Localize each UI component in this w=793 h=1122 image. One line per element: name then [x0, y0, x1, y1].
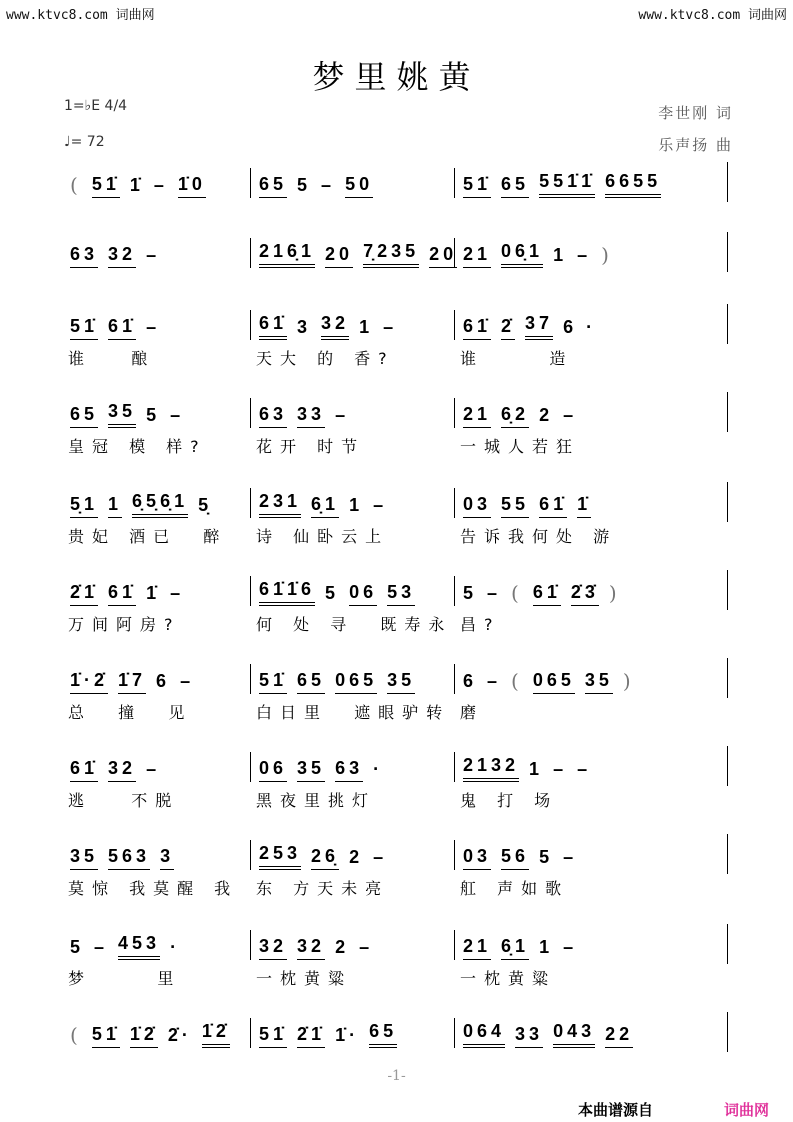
note-group: 35 — [387, 669, 415, 694]
note-group: – — [577, 245, 592, 265]
measure — [250, 1018, 454, 1048]
note-group: 1̇·2̇ — [70, 669, 108, 694]
barline — [727, 232, 728, 272]
note-group: 33 — [515, 1023, 543, 1048]
lyric-text: 谁 酿 — [68, 349, 156, 368]
measure — [250, 840, 454, 870]
note-group: 563 — [108, 845, 150, 870]
note-group: 65 — [70, 403, 98, 428]
note-group: 2132 — [463, 754, 519, 782]
note-group: 6̣1 — [501, 935, 529, 960]
measure — [454, 840, 728, 870]
lyrics-line — [62, 524, 728, 546]
note-group: 3 — [297, 317, 312, 337]
note-group: – — [335, 405, 350, 425]
lyricist-credit: 李世刚 词 — [658, 104, 733, 122]
measure — [62, 398, 250, 428]
score-row — [62, 1018, 728, 1048]
note-group: – — [373, 847, 388, 867]
note-group: 20 — [429, 243, 457, 268]
note-group: 26̣ — [311, 845, 339, 870]
note-group: 35 — [297, 757, 325, 782]
lyric-text: 天大 的 香? — [256, 349, 395, 368]
note-group: 2 — [349, 847, 364, 867]
note-group: · — [373, 759, 384, 779]
note-group: – — [563, 405, 578, 425]
note-group: 043 — [553, 1020, 595, 1048]
measure — [62, 840, 250, 870]
lyric-text: 花开 时节 — [256, 437, 366, 456]
score-row — [62, 576, 728, 606]
note-group: – — [94, 937, 109, 957]
note-group: 56 — [501, 845, 529, 870]
note-group: 53 — [387, 581, 415, 606]
note-group: 06̣1 — [501, 240, 543, 268]
note-group: – — [577, 759, 592, 779]
note-group: – — [359, 937, 374, 957]
note-group: 65 — [259, 173, 287, 198]
repeat-parenthesis: ) — [601, 243, 613, 267]
watermark-right: www.ktvc8.com 词曲网 — [638, 8, 787, 23]
note-group: 06 — [259, 757, 287, 782]
note-group: 1̇2̇ — [202, 1020, 230, 1048]
measure — [454, 398, 728, 428]
score-row — [62, 930, 728, 960]
barline — [727, 304, 728, 344]
note-group: 51̇ — [92, 1023, 120, 1048]
note-group: 1 — [529, 759, 544, 779]
note-group: – — [153, 175, 168, 195]
note-group: 21 — [463, 935, 491, 960]
note-group: 5 — [463, 583, 478, 603]
note-group: 33 — [297, 403, 325, 428]
note-group: 1 — [349, 495, 364, 515]
score-row — [62, 752, 728, 782]
note-group: 6̣1 — [311, 493, 339, 518]
note-group: 1 — [553, 245, 568, 265]
note-group: 32 — [108, 243, 136, 268]
note-group: 35 — [108, 400, 136, 428]
measure — [250, 664, 454, 694]
barline — [727, 924, 728, 964]
note-group: 5̣1 — [70, 493, 98, 518]
note-group: 2̇ — [501, 315, 515, 340]
note-group: 1̇ — [577, 493, 591, 518]
note-group: 5 — [297, 175, 312, 195]
composer-credit: 乐声扬 曲 — [658, 136, 733, 154]
measure — [250, 576, 454, 606]
lyric-text: 诗 仙卧云上 — [256, 527, 390, 546]
measure — [454, 1018, 728, 1048]
note-group: – — [373, 495, 388, 515]
note-group: 03 — [463, 493, 491, 518]
note-group: – — [563, 847, 578, 867]
note-group: 63 — [259, 403, 287, 428]
repeat-parenthesis: ( — [70, 1023, 82, 1047]
measure — [250, 488, 454, 518]
note-group: 1 — [539, 937, 554, 957]
note-group: 6̣5̣6̣1 — [132, 490, 188, 518]
barline — [727, 1012, 728, 1052]
repeat-parenthesis: ( — [511, 581, 523, 605]
note-group: 63 — [335, 757, 363, 782]
note-group: 32 — [321, 312, 349, 340]
barline — [727, 746, 728, 786]
lyric-text: 白日里 遮眼驴转 — [256, 703, 451, 722]
note-group: 6655 — [605, 170, 661, 198]
note-group: 61̇ — [70, 757, 98, 782]
note-group: 2̇1̇ — [70, 581, 98, 606]
barline — [727, 392, 728, 432]
repeat-parenthesis: ( — [70, 173, 82, 197]
note-group: 51̇ — [259, 1023, 287, 1048]
note-group: – — [146, 245, 161, 265]
note-group: – — [553, 759, 568, 779]
note-group: 20 — [325, 243, 353, 268]
note-group: 5 — [325, 583, 340, 603]
lyric-text: 贵妃 酒已 醉 — [68, 527, 228, 546]
note-group: 63 — [70, 243, 98, 268]
note-group: 35 — [585, 669, 613, 694]
lyric-text: 梦 里 — [68, 969, 182, 988]
measure — [250, 930, 454, 960]
barline — [727, 570, 728, 610]
measure — [62, 576, 250, 606]
measure — [62, 238, 250, 268]
note-group: 1̇ — [129, 175, 144, 195]
note-group: 61̇ — [539, 493, 567, 518]
note-group: 06 — [349, 581, 377, 606]
lyric-text: 一枕黄粱 — [460, 969, 557, 988]
note-group: 32 — [259, 935, 287, 960]
note-group: 61̇ — [108, 315, 136, 340]
note-group: 1̇2̇ — [130, 1023, 158, 1048]
page-number: -1- — [387, 1068, 406, 1084]
note-group: 6 — [463, 671, 478, 691]
measure — [454, 488, 728, 518]
note-group: 65 — [297, 669, 325, 694]
repeat-parenthesis: ) — [608, 581, 621, 605]
note-group: 51̇ — [463, 173, 491, 198]
note-group: 3 — [160, 845, 174, 870]
score-row — [62, 398, 728, 428]
note-group: 2 — [335, 937, 350, 957]
measure — [454, 238, 728, 268]
lyric-text: 万间阿房? — [68, 615, 181, 634]
lyrics-line — [62, 700, 728, 722]
lyric-text: 鬼 打 场 — [460, 791, 559, 810]
note-group: 6̣2 — [501, 403, 529, 428]
note-group: 253 — [259, 842, 301, 870]
note-group: 03 — [463, 845, 491, 870]
note-group: 065 — [533, 669, 575, 694]
note-group: 5 — [70, 937, 85, 957]
note-group: – — [487, 671, 502, 691]
lyrics-line — [62, 788, 728, 810]
measure — [62, 1018, 250, 1048]
tempo-marking: ♩= 72 — [64, 134, 105, 150]
repeat-parenthesis: ( — [511, 669, 523, 693]
lyrics-line — [62, 346, 728, 368]
note-group: 1̇7 — [118, 669, 146, 694]
footer-source-label: 本曲谱源自 — [578, 1101, 654, 1119]
note-group: – — [170, 583, 185, 603]
note-group: 21 — [463, 403, 491, 428]
note-group: 65 — [501, 173, 529, 198]
score-row — [62, 840, 728, 870]
note-group: 064 — [463, 1020, 505, 1048]
measure — [62, 752, 250, 782]
note-group: 21 — [463, 243, 491, 268]
note-group: 2̇1̇ — [297, 1023, 325, 1048]
barline — [727, 658, 728, 698]
score-row — [62, 664, 728, 694]
measure — [454, 576, 728, 606]
note-group: 7̣235 — [363, 240, 419, 268]
song-title: 梦里姚黄 — [312, 58, 481, 96]
lyric-text: 莫惊 我莫醒 我 — [68, 879, 239, 898]
note-group: 61̇1̇6 — [259, 578, 315, 606]
repeat-parenthesis: ) — [622, 669, 635, 693]
note-group: 5 — [146, 405, 161, 425]
note-group: 2 — [539, 405, 554, 425]
note-group: 2̇3̇ — [571, 581, 599, 606]
measure — [250, 168, 454, 198]
lyric-text: 总 撞 见 — [68, 703, 193, 722]
lyric-text: 谁 造 — [460, 349, 574, 368]
note-group: 51̇ — [70, 315, 98, 340]
note-group: – — [146, 317, 161, 337]
note-group: 453 — [118, 932, 160, 960]
measure — [62, 664, 250, 694]
note-group: 5 — [539, 847, 554, 867]
score-row — [62, 238, 728, 268]
barline — [727, 162, 728, 202]
note-group: 231 — [259, 490, 301, 518]
lyric-text: 逃 不脱 — [68, 791, 180, 810]
lyrics-line — [62, 434, 728, 456]
note-group: 50 — [345, 173, 373, 198]
note-group: 216̣1 — [259, 240, 315, 268]
note-group: 55 — [501, 493, 529, 518]
note-group: 32 — [108, 757, 136, 782]
note-group: – — [563, 937, 578, 957]
measure — [250, 398, 454, 428]
lyric-text: 皇冠 模 样? — [68, 437, 207, 456]
note-group: 22 — [605, 1023, 633, 1048]
note-group: 1 — [359, 317, 374, 337]
measure — [62, 310, 250, 340]
score-row — [62, 168, 728, 198]
note-group: – — [170, 405, 185, 425]
watermark-left: www.ktvc8.com 词曲网 — [6, 8, 155, 23]
note-group: 61̇ — [533, 581, 561, 606]
measure — [454, 310, 728, 340]
lyric-text: 黑夜里挑灯 — [256, 791, 377, 810]
note-group: 6 · — [563, 317, 597, 337]
note-group: 37 — [525, 312, 553, 340]
measure — [62, 488, 250, 518]
barline — [727, 834, 728, 874]
lyrics-line — [62, 612, 728, 634]
note-group: 551̇1̇ — [539, 170, 595, 198]
measure — [454, 752, 728, 782]
note-group: 5̣ — [198, 495, 213, 515]
key-signature: 1=♭E 4/4 — [64, 98, 128, 114]
measure — [454, 168, 728, 198]
note-group: – — [180, 671, 195, 691]
note-group: – — [383, 317, 398, 337]
measure — [454, 930, 728, 960]
note-group: – — [321, 175, 336, 195]
note-group: 6 — [156, 671, 171, 691]
lyric-text: 何 处 寻 既寿永 — [256, 615, 453, 634]
note-group: 65 — [369, 1020, 397, 1048]
note-group: 51̇ — [259, 669, 287, 694]
lyric-text: 昌? — [460, 615, 501, 634]
lyric-text: 告诉我何处 游 — [460, 527, 618, 546]
score-row — [62, 488, 728, 518]
lyric-text: 东 方天未亮 — [256, 879, 390, 898]
note-group: 61̇ — [259, 312, 287, 340]
note-group: 1 — [108, 493, 122, 518]
barline — [727, 482, 728, 522]
measure — [250, 310, 454, 340]
note-group: 61̇ — [463, 315, 491, 340]
lyrics-line — [62, 966, 728, 988]
note-group: 61̇ — [108, 581, 136, 606]
note-group: 1̇ — [146, 583, 161, 603]
lyric-text: 一枕黄粱 — [256, 969, 353, 988]
measure — [62, 930, 250, 960]
lyric-text: 磨 — [460, 703, 485, 722]
measure — [62, 168, 250, 198]
footer-site-logo: 词曲网 — [724, 1101, 770, 1119]
note-group: – — [146, 759, 161, 779]
measure — [454, 664, 728, 694]
note-group: 51̇ — [92, 173, 120, 198]
note-group: 32 — [297, 935, 325, 960]
lyric-text: 一城人若狂 — [460, 437, 581, 456]
measure — [250, 238, 458, 268]
note-group: 065 — [335, 669, 377, 694]
note-group: 35 — [70, 845, 98, 870]
measure — [250, 752, 454, 782]
note-group: 1̇0 — [178, 173, 206, 198]
lyric-text: 舡 声如歌 — [460, 879, 570, 898]
note-group: 2̇· — [167, 1025, 192, 1045]
lyrics-line — [62, 876, 728, 898]
note-group: – — [487, 583, 502, 603]
note-group: 1̇· — [335, 1025, 360, 1045]
score-row — [62, 310, 728, 340]
note-group: · — [170, 937, 181, 957]
